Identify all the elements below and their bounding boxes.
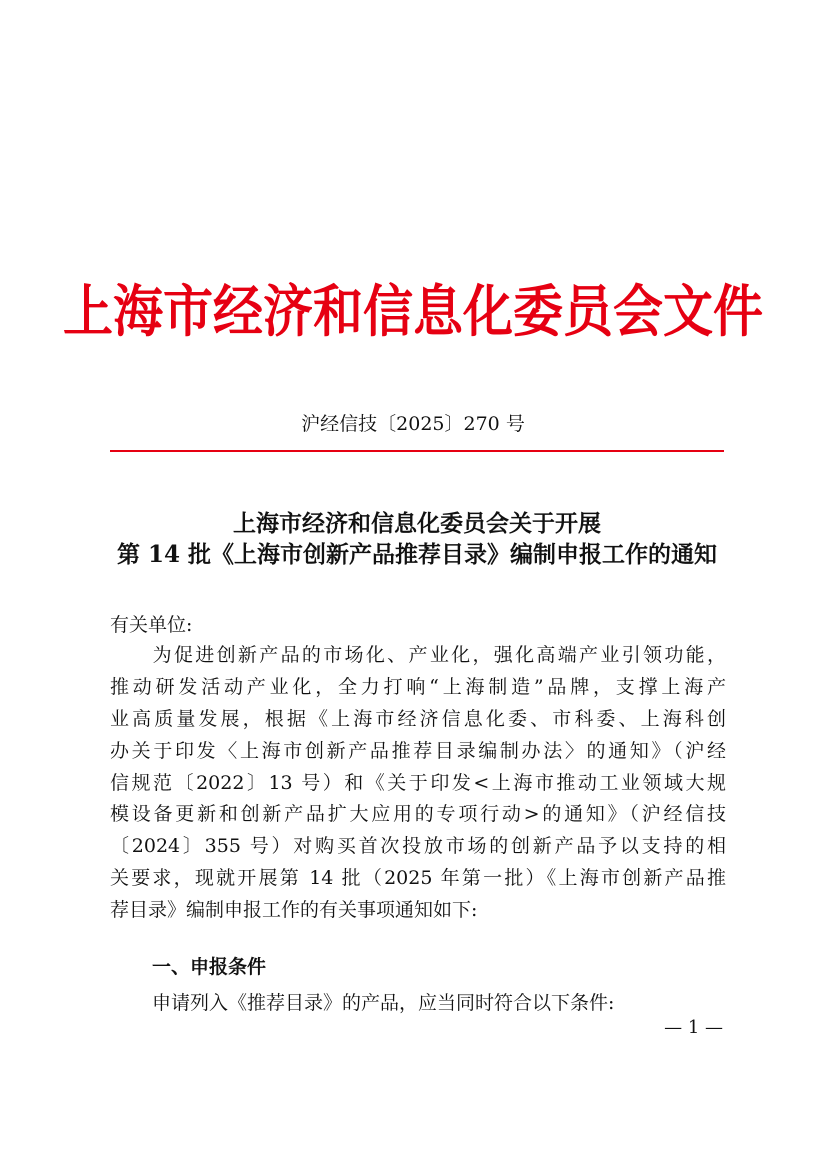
addressee: 有关单位:: [110, 614, 193, 636]
body-line: 为促进创新产品的市场化、产业化，强化高端产业引领功能，: [110, 644, 726, 666]
body-line: 办关于印发〈上海市创新产品推荐目录编制办法〉的通知》（沪经: [110, 739, 726, 762]
issuing-authority-header: 上海市经济和信息化委员会文件: [63, 278, 763, 345]
document-number: 沪经信技〔2025〕270 号: [301, 413, 525, 435]
condition-intro: 申请列入《推荐目录》的产品，应当同时符合以下条件:: [152, 992, 615, 1014]
body-line: 业高质量发展，根据《上海市经济信息化委、市科委、上海科创: [110, 707, 726, 730]
body-line: 〔2024〕355 号）对购买首次投放市场的创新产品予以支持的相: [110, 835, 726, 858]
body-line: 荐目录》编制申报工作的有关事项通知如下:: [110, 899, 478, 922]
body-paragraph: [110, 640, 726, 927]
red-divider-line: [110, 450, 724, 452]
notice-title-line-2: 第 14 批《上海市创新产品推荐目录》编制申报工作的通知: [116, 541, 718, 568]
body-line: 推动研发活动产业化，全力打响“上海制造”品牌，支撑上海产: [110, 675, 726, 698]
page-number: — 1 —: [664, 1017, 723, 1038]
body-line: 模设备更新和创新产品扩大应用的专项行动>的通知》（沪经信技: [110, 803, 726, 826]
notice-title: [90, 508, 744, 570]
body-line: 关要求，现就开展第 14 批（2025 年第一批）《上海市创新产品推: [110, 867, 726, 890]
section-heading: 一、申报条件: [152, 956, 267, 978]
notice-title-line-1: 上海市经济和信息化委员会关于开展: [233, 510, 601, 537]
body-line: 信规范〔2022〕13 号）和《关于印发<上海市推动工业领域大规: [110, 771, 726, 794]
